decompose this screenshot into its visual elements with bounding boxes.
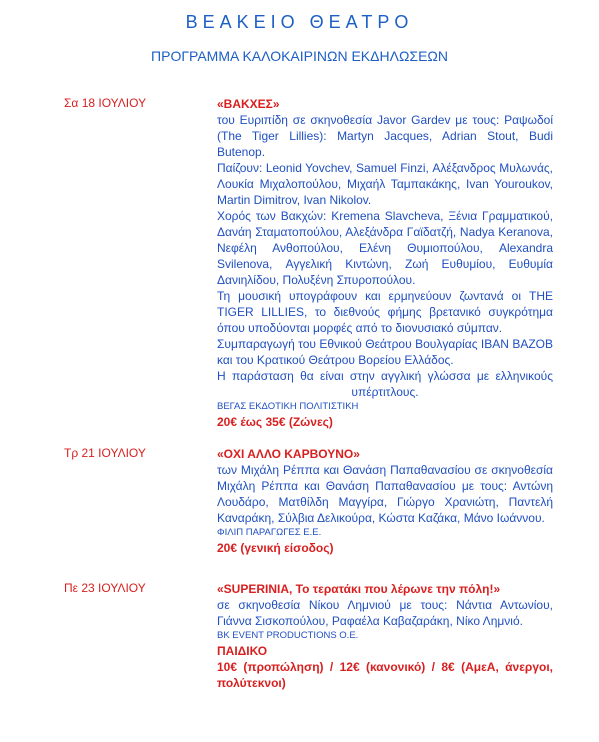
event-producer: BK EVENT PRODUCTIONS O.E. bbox=[217, 630, 359, 641]
event-price: 20€ έως 35€ (Ζώνες) bbox=[217, 415, 333, 429]
event-details bbox=[217, 96, 553, 430]
event-cast: Παίζουν: Leonid Yovchev, Samuel Finzi, Αλέξανδρος Μυλωνάς, Λουκία Μιχαλοπούλου, Μιχαήλ Ταμπακάκης, Ivan Youroukov, Martin Dimitrov, Ivan Nikolov. bbox=[217, 161, 553, 207]
event-title: «ΟΧΙ ΑΛΛΟ ΚΑΡΒΟΥΝΟ» bbox=[217, 447, 360, 461]
event-language-note: Η παράσταση θα είναι στην αγγλική γλώσσα με ελληνικούς υπέρτιτλους. bbox=[217, 369, 553, 399]
event-title: «SUPERINIA, Το τερατάκι που λέρωνε την πόλη!» bbox=[217, 582, 501, 596]
event-producer: ΒΕΓΑΣ ΕΚΔΟΤΙΚΗ ΠΟΛΙΤΙΣΤΙΚΗ bbox=[217, 401, 359, 412]
event-credits: του Ευριπίδη σε σκηνοθεσία Javor Gardev με τους: Ραψωδοί (The Tiger Lillies): Martyn Jacques, Adrian Stout, Budi Butenop. bbox=[217, 113, 553, 159]
event-chorus: Χορός των Βακχών: Kremena Slavcheva, Ξένια Γραμματικού, Δανάη Σταματοπούλου, Αλεξάνδρα Γαϊδατζή, Nadya Keranova, Νεφέλη Ανθοπούλου, Ελένη Θυμιοπούλου, Alexandra Svilenova, Αγγελική Κιντώνη, Ζωή Ευθυμίου, Ευθυμία Δανιηλίδου, Πολυξένη Σπυροπούλου. bbox=[217, 209, 553, 287]
event-details bbox=[217, 581, 553, 691]
event-producer: ΦΙΛΙΠ ΠΑΡΑΓΩΓΕΣ Ε.Ε. bbox=[217, 527, 322, 538]
event-date: Πε 23 ΙΟΥΛΙΟΥ bbox=[64, 581, 146, 595]
event-coproduction: Συμπαραγωγή του Εθνικού Θεάτρου Βουλγαρίας ΙΒΑΝ ΒΑΖΟΒ και του Κρατικού Θεάτρου Βορείου Ελλάδος. bbox=[217, 337, 553, 367]
event-title: «ΒΑΚΧΕΣ» bbox=[217, 97, 280, 111]
event-date: Σα 18 ΙΟΥΛΙΟΥ bbox=[64, 96, 147, 110]
event-details bbox=[217, 446, 553, 556]
theatre-title: ΒΕΑΚΕΙΟ ΘΕΑΤΡΟ bbox=[185, 12, 414, 32]
event-credits: των Μιχάλη Ρέππα και Θανάση Παπαθανασίου σε σκηνοθεσία Μιχάλη Ρέππα και Θανάση Παπαθανασίου με τους: Αντώνη Λουδάρο, Ματθίλδη Μαγγίρα, Γιώργο Χρανιώτη, Παντελή Καναράκη, Σύλβια Δελικούρα, Κώστα Καζάκα, Μάνο Ιωάννου. bbox=[217, 463, 553, 525]
event-music: Τη μουσική υπογράφουν και ερμηνεύουν ζωντανά οι THE TIGER LILLIES, το διεθνούς φήμης βρετανικό συγκρότημα όπου υποδύονται μορφές από το διονυσιακό σύμπαν. bbox=[217, 289, 553, 335]
event-price: 20€ (γενική είσοδος) bbox=[217, 541, 334, 555]
program-subtitle: ΠΡΟΓΡΑΜΜΑ ΚΑΛΟΚΑΙΡΙΝΩΝ ΕΚΔΗΛΩΣΕΩΝ bbox=[151, 48, 448, 64]
event-credits: σε σκηνοθεσία Νίκου Λημνιού με τους: Νάντια Αντωνίου, Γιάννα Σισκοπούλου, Ραφαέλα Καβαζαράκη, Νίκο Λημνιό. bbox=[217, 598, 553, 628]
event-date: Τρ 21 ΙΟΥΛΙΟΥ bbox=[64, 446, 146, 460]
event-category: ΠΑΙΔΙΚΟ bbox=[217, 644, 268, 658]
event-price: 10€ (προπώληση) / 12€ (κανονικό) / 8€ (ΑμεΑ, άνεργοι, πολύτεκνοι) bbox=[217, 660, 553, 690]
